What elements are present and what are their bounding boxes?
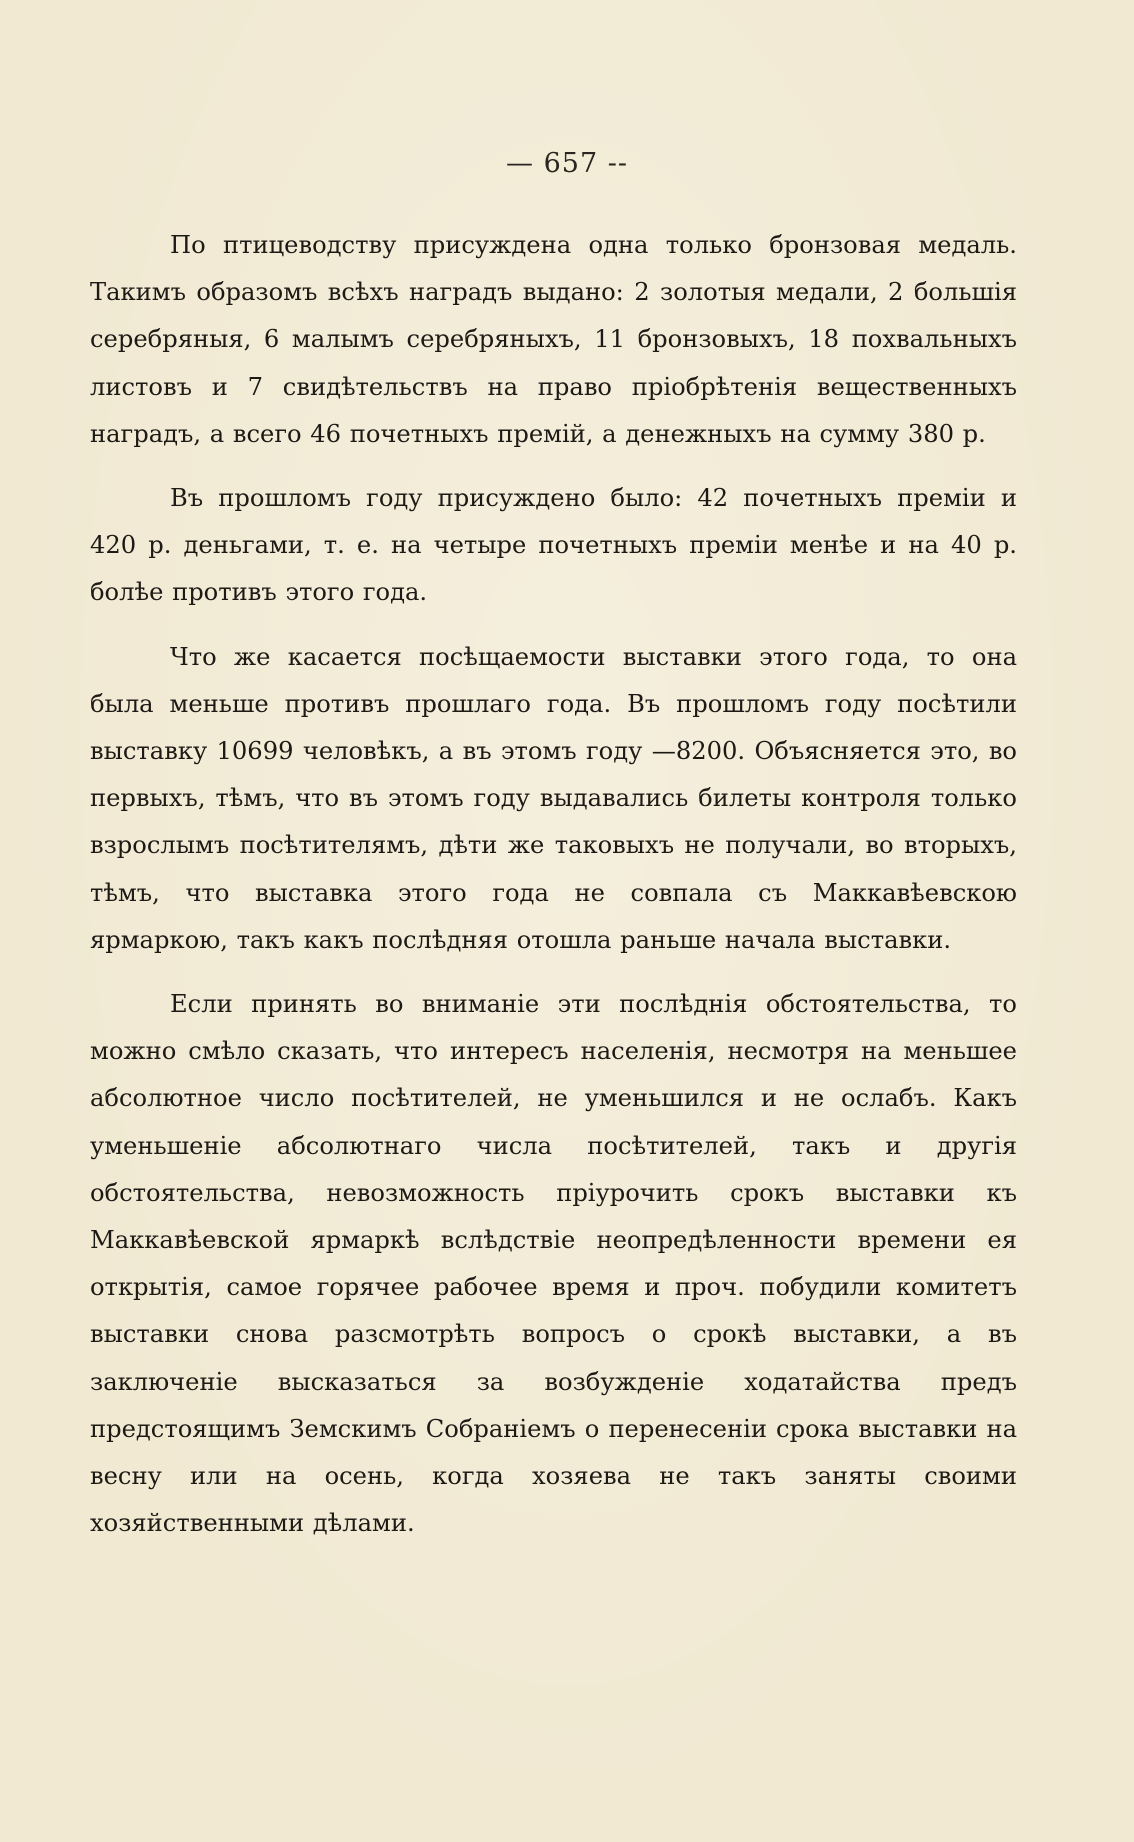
paragraph-awards: По птицеводству присуждена одна только бронзовая медаль. Такимъ образомъ всѣхъ наградъ выдано: 2 золотыя медали, 2 большія серебряныя, 6 малымъ серебряныхъ, 11 бронзовыхъ, 18 похвальныхъ листовъ и 7 свидѣтельствъ на право пріобрѣтенія вещественныхъ наградъ, а всего 46 почетныхъ премій, а денежныхъ на сумму 380 р. <box>90 231 1017 448</box>
page-number: — 657 -- <box>506 148 628 179</box>
paragraph-conclusion: Если принять во вниманіе эти послѣднія обстоятельства, то можно смѣло сказать, что интересъ населенія, несмотря на меньшее абсолютное число посѣтителей, не уменьшился и не ослабъ. Какъ уменьшеніе абсолютнаго числа посѣтителей, такъ и другія обстоятельства, невозможность пріурочить срокъ выставки къ Маккавѣевской ярмаркѣ вслѣдствіе неопредѣленности времени ея открытія, самое горячее рабочее время и проч. побудили комитетъ выставки снова разсмотрѣть вопросъ о срокѣ выставки, а въ заключеніе высказаться за возбужденіе ходатайства предъ предстоящимъ Земскимъ Собраніемъ о перенесеніи срока выставки на весну или на осень, когда хозяева не такъ заняты своими хозяйственными дѣлами. <box>90 990 1017 1538</box>
paragraph-last-year: Въ прошломъ году присуждено было: 42 почетныхъ преміи и 420 р. деньгами, т. е. на четыре почетныхъ преміи менѣе и на 40 р. болѣе противъ этого года. <box>90 484 1017 607</box>
page-body <box>90 222 1017 1547</box>
paragraph-attendance: Что же касается посѣщаемости выставки этого года, то она была меньше противъ прошлаго года. Въ прошломъ году посѣтили выставку 10699 человѣкъ, а въ этомъ году —8200. Объясняется это, во первыхъ, тѣмъ, что въ этомъ году выдавались билеты контроля только взрослымъ посѣтителямъ, дѣти же таковыхъ не получали, во вторыхъ, тѣмъ, что выставка этого года не совпала съ Маккавѣевскою ярмаркою, такъ какъ послѣдняя отошла раньше начала выставки. <box>90 642 1017 954</box>
